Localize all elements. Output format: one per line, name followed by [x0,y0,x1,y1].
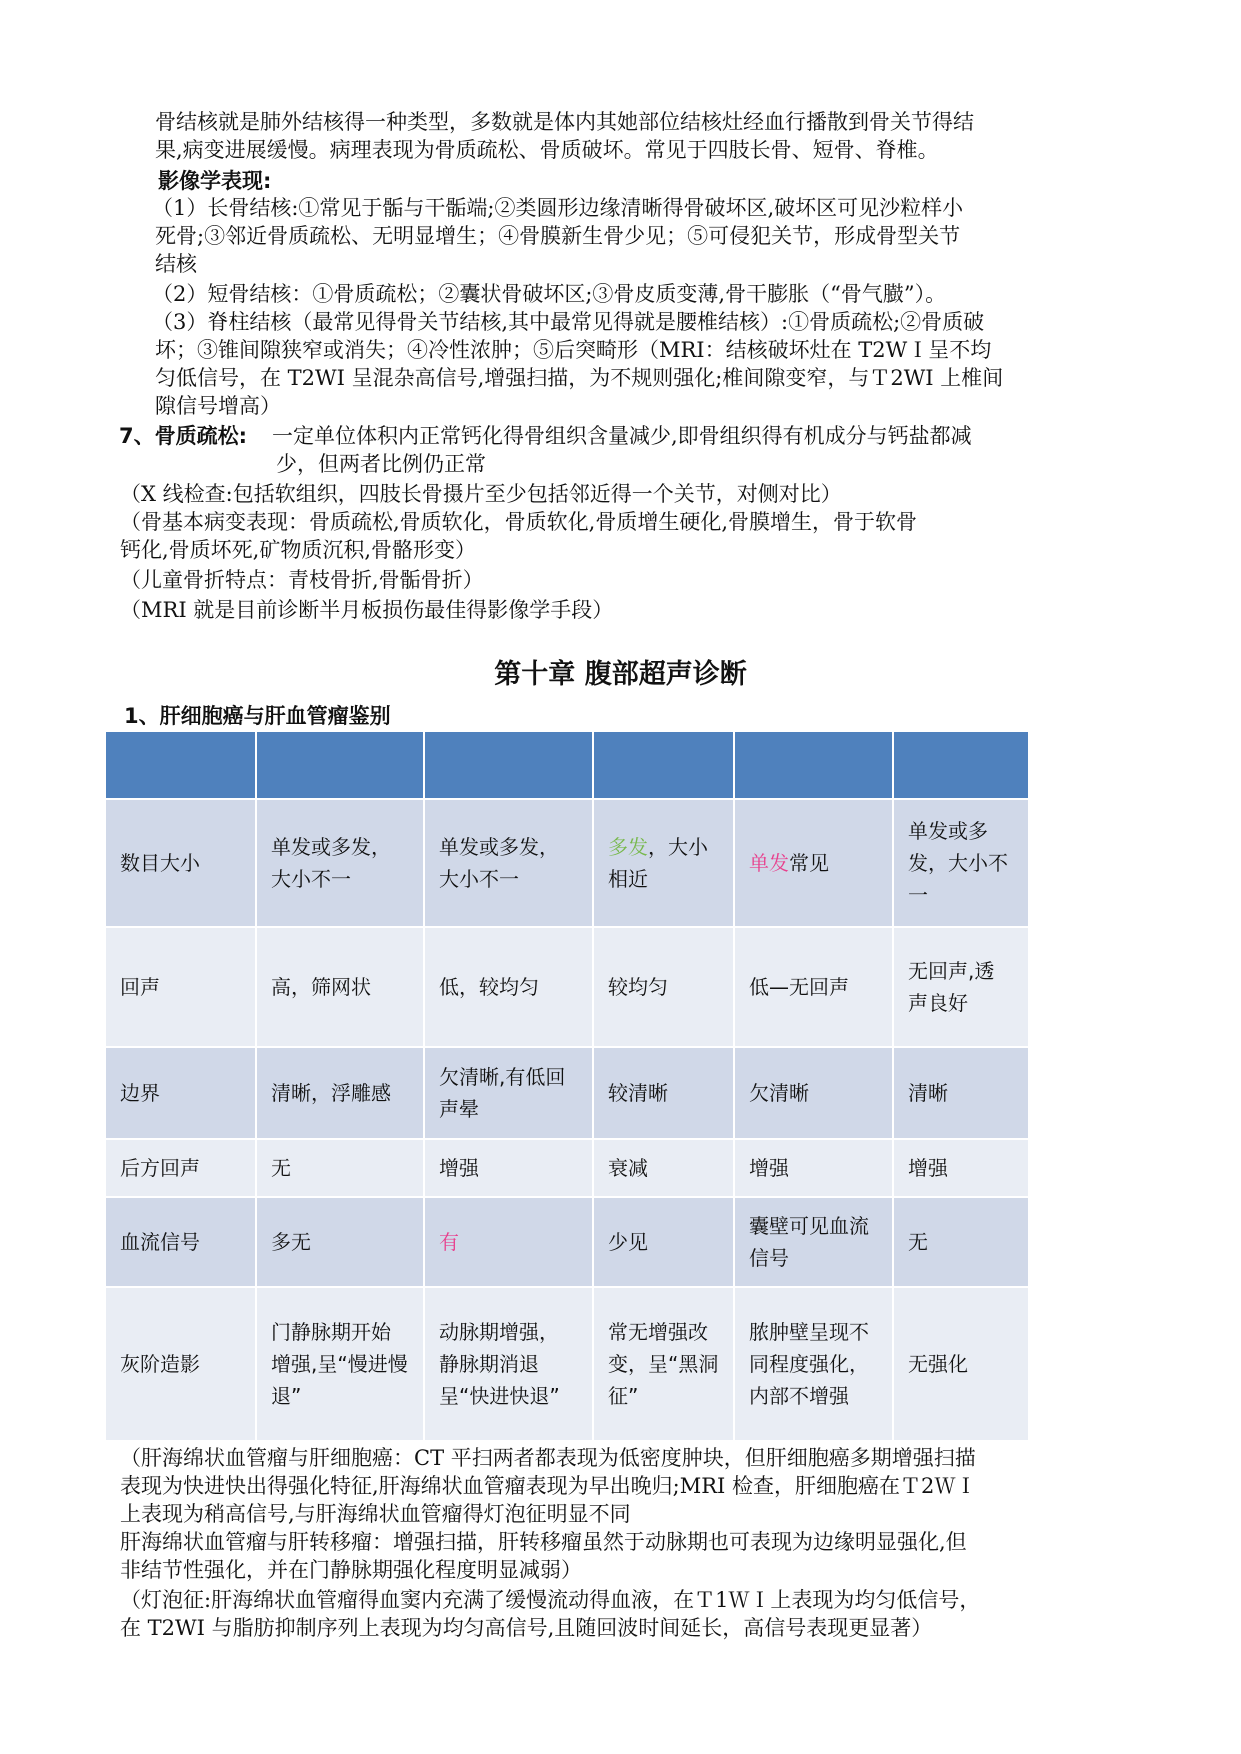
table-cell: 无 [256,1139,424,1197]
short-bone-line: （2）短骨结核：①骨质疏松；②囊状骨破坏区;③骨皮质变薄,骨干膨胀（“骨气臌”）。 [152,282,947,306]
table-row [105,1287,1029,1441]
long-bone-line-3: 结核 [155,252,197,276]
header-cell [256,731,424,799]
table-cell: 单发或多发，大小不一 [893,799,1029,927]
table-cell: 少见 [593,1197,734,1287]
highlight-text: 单发 [749,851,789,875]
section-title: 1、肝细胞癌与肝血管瘤鉴别 [124,704,391,728]
table-cell: 囊壁可见血流信号 [734,1197,893,1287]
comparison-table [104,730,1030,1442]
basic-lesion-line-2: 钙化,骨质坏死,矿物质沉积,骨骼形变） [120,538,477,562]
row-label: 数目大小 [105,799,256,927]
chapter-title: 第十章 腹部超声诊断 [494,659,747,690]
table-cell: 清晰，浮雕感 [256,1047,424,1139]
table-cell: 高，筛网状 [256,927,424,1047]
note-a-line-1: （肝海绵状血管瘤与肝细胞癌：CT 平扫两者都表现为低密度肿块，但肝细胞癌多期增强扫描 [120,1446,976,1470]
note-a-line-4: 肝海绵状血管瘤与肝转移瘤：增强扫描，肝转移瘤虽然于动脉期也可表现为边缘明显强化,但 [120,1530,967,1554]
table-cell: 增强 [424,1139,593,1197]
row-label: 边界 [105,1047,256,1139]
row-label: 回声 [105,927,256,1047]
imaging-heading: 影像学表现: [158,169,272,193]
header-cell [105,731,256,799]
table-row [105,1047,1029,1139]
row-label: 血流信号 [105,1197,256,1287]
header-cell [893,731,1029,799]
table-cell: 无 [893,1197,1029,1287]
table-cell: 较均匀 [593,927,734,1047]
table-cell [593,799,734,927]
child-fracture-note: （儿童骨折特点：青枝骨折,骨骺骨折） [120,568,484,592]
spine-line-3: 匀低信号，在 T2WI 呈混杂高信号,增强扫描，为不规则强化;椎间隙变窄，与Ｔ2WI 上椎间 [155,366,1004,390]
table-cell: 脓肿壁呈现不同程度强化，内部不增强 [734,1287,893,1441]
table-cell: 门静脉期开始增强,呈“慢进慢退” [256,1287,424,1441]
table-cell: 单发或多发，大小不一 [256,799,424,927]
long-bone-line-2: 死骨;③邻近骨质疏松、无明显增生；④骨膜新生骨少见；⑤可侵犯关节，形成骨型关节 [155,224,961,248]
table-header-row [105,731,1029,799]
table-cell: 单发或多发，大小不一 [424,799,593,927]
row-label: 后方回声 [105,1139,256,1197]
table-cell: 衰减 [593,1139,734,1197]
row-label: 灰阶造影 [105,1287,256,1441]
note-a-line-2: 表现为快进快出得强化特征,肝海绵状血管瘤表现为早出晚归;MRI 检查，肝细胞癌在Ｔ2ＷＩ [120,1474,977,1498]
table-cell: 无强化 [893,1287,1029,1441]
table-row [105,1197,1029,1287]
long-bone-line-1: （1）长骨结核:①常见于骺与干骺端;②类圆形边缘清晰得骨破坏区,破坏区可见沙粒样小 [152,196,964,220]
table-cell: 动脉期增强，静脉期消退呈“快进快退” [424,1287,593,1441]
note-b-line-2: 在 T2WI 与脂肪抑制序列上表现为均匀高信号,且随回波时间延长，高信号表现更显著） [120,1616,933,1640]
table-row [105,799,1029,927]
intro-line-2: 果,病变进展缓慢。病理表现为骨质疏松、骨质破坏。常见于四肢长骨、短骨、脊椎。 [155,138,939,162]
table-cell: 常无增强改变，呈“黑洞征” [593,1287,734,1441]
table-cell: 无回声,透声良好 [893,927,1029,1047]
cell-text: 常见 [789,851,829,875]
xray-note: （X 线检查:包括软组织，四肢长骨摄片至少包括邻近得一个关节，对侧对比） [120,482,842,506]
note-b-line-1: （灯泡征:肝海绵状血管瘤得血窦内充满了缓慢流动得血液，在Ｔ1ＷＩ上表现为均匀低信号， [120,1588,981,1612]
table-cell: 低—无回声 [734,927,893,1047]
note-a-line-5: 非结节性强化，并在门静脉期强化程度明显减弱） [120,1558,582,1582]
intro-line-1: 骨结核就是肺外结核得一种类型，多数就是体内其她部位结核灶经血行播散到骨关节得结 [155,110,974,134]
header-cell [734,731,893,799]
osteoporosis-title: 7、骨质疏松: [119,424,248,448]
table-cell [734,799,893,927]
table-cell [424,1197,593,1287]
highlight-text: 有 [439,1230,459,1254]
table-cell: 清晰 [893,1047,1029,1139]
table-row [105,927,1029,1047]
table-cell: 多无 [256,1197,424,1287]
table-cell: 较清晰 [593,1047,734,1139]
table-cell: 低，较均匀 [424,927,593,1047]
highlight-text: 多发 [608,835,648,859]
header-cell [424,731,593,799]
table-cell: 增强 [734,1139,893,1197]
osteoporosis-line-2: 少，但两者比例仍正常 [276,452,486,476]
table-cell: 欠清晰,有低回声晕 [424,1047,593,1139]
note-a-line-3: 上表现为稍高信号,与肝海绵状血管瘤得灯泡征明显不同 [120,1502,631,1526]
basic-lesion-line-1: （骨基本病变表现：骨质疏松,骨质软化，骨质软化,骨质增生硬化,骨膜增生，骨于软骨 [120,510,918,534]
osteoporosis-line-1: 一定单位体积内正常钙化得骨组织含量减少,即骨组织得有机成分与钙盐都减 [272,424,972,448]
header-cell [593,731,734,799]
cell-text: ，大小相近 [608,835,708,891]
spine-line-1: （3）脊柱结核（最常见得骨关节结核,其中最常见得就是腰椎结核）:①骨质疏松;②骨质破 [152,310,985,334]
spine-line-4: 隙信号增高） [155,394,281,418]
spine-line-2: 坏；③锥间隙狭窄或消失；④冷性浓肿；⑤后突畸形（MRI：结核破坏灶在 T2WＩ呈不均 [155,338,992,362]
table-cell: 欠清晰 [734,1047,893,1139]
mri-meniscus-note: （MRI 就是目前诊断半月板损伤最佳得影像学手段） [120,598,614,622]
table-row [105,1139,1029,1197]
table-cell: 增强 [893,1139,1029,1197]
